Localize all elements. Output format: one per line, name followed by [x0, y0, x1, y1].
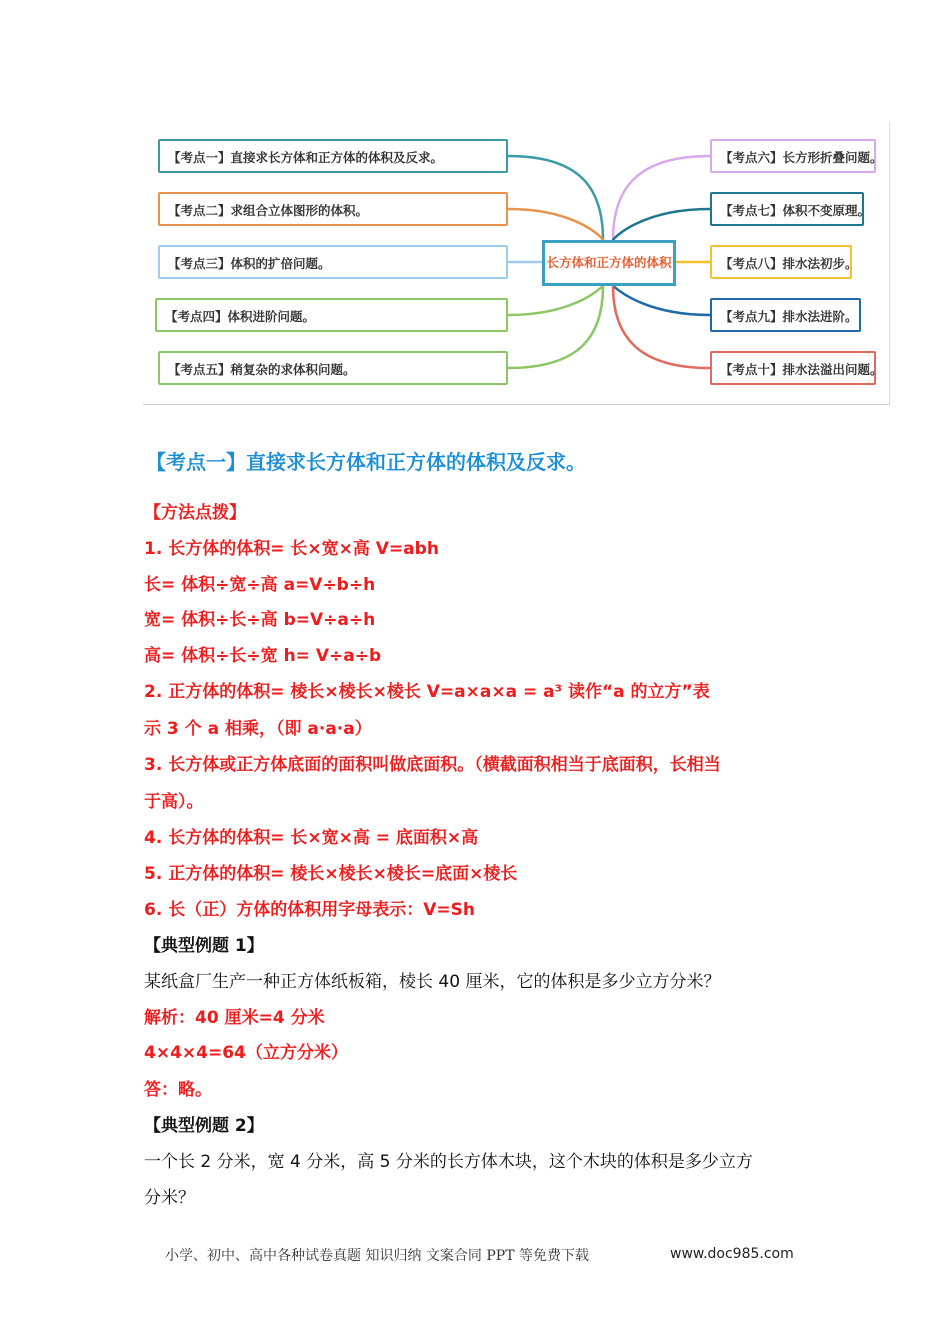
text-line: 4. 长方体的体积= 长×宽×高 = 底面积×高: [144, 828, 479, 848]
text-line: 解析：40 厘米=4 分米: [144, 1008, 325, 1028]
text-line: 长= 体积÷宽÷高 a=V÷b÷h: [144, 575, 376, 595]
text-line: 一个长 2 分米，宽 4 分米，高 5 分米的长方体木块，这个木块的体积是多少立方: [144, 1152, 753, 1172]
mind-map-node-right: 【考点七】体积不变原理。: [710, 192, 864, 226]
mind-map-node-left: 【考点二】求组合立体图形的体积。: [158, 192, 508, 226]
text-line: 分米？: [144, 1188, 195, 1208]
mind-map-node-left: 【考点五】稍复杂的求体积问题。: [158, 351, 508, 385]
connector: [613, 209, 710, 240]
mind-map-node-right: 【考点六】长方形折叠问题。: [710, 139, 876, 173]
text-line: 【典型例题 1】: [144, 936, 264, 956]
connector: [508, 286, 603, 368]
text-line: 1. 长方体的体积= 长×宽×高 V=abh: [144, 539, 439, 559]
connector: [613, 286, 710, 315]
footer-url[interactable]: www.doc985.com: [670, 1246, 794, 1262]
text-line: 于高）。: [144, 792, 204, 812]
mind-map-node-left: 【考点一】直接求长方体和正方体的体积及反求。: [158, 139, 508, 173]
text-line: 高= 体积÷长÷宽 h= V÷a÷b: [144, 646, 382, 666]
mind-map-node-right: 【考点九】排水法进阶。: [710, 298, 861, 332]
text-line: 宽= 体积÷长÷高 b=V÷a÷h: [144, 610, 376, 630]
mind-map: [143, 122, 890, 405]
mind-map-node-left: 【考点三】体积的扩倍问题。: [158, 245, 508, 279]
text-line: 4×4×4=64（立方分米）: [144, 1043, 348, 1063]
section-title: 【考点一】直接求长方体和正方体的体积及反求。: [146, 450, 586, 474]
connector: [613, 286, 710, 368]
mind-map-node-right: 【考点八】排水法初步。: [710, 245, 852, 279]
text-line: 3. 长方体或正方体底面的面积叫做底面积。（横截面积相当于底面积，长相当: [144, 755, 721, 775]
mind-map-center: 长方体和正方体的体积: [542, 240, 676, 286]
mind-map-node-left: 【考点四】体积进阶问题。: [155, 298, 508, 332]
text-line: 答：略。: [144, 1080, 212, 1100]
text-line: 【典型例题 2】: [144, 1116, 264, 1136]
text-line: 2. 正方体的体积= 棱长×棱长×棱长 V=a×a×a = a³ 读作“a 的立方”表: [144, 682, 710, 702]
text-line: 5. 正方体的体积= 棱长×棱长×棱长=底面×棱长: [144, 864, 518, 884]
text-line: 某纸盒厂生产一种正方体纸板箱，棱长 40 厘米，它的体积是多少立方分米？: [144, 972, 721, 992]
text-line: 【方法点拨】: [144, 503, 246, 523]
mind-map-node-right: 【考点十】排水法溢出问题。: [710, 351, 876, 385]
text-line: 6. 长（正）方体的体积用字母表示：V=Sh: [144, 900, 475, 920]
connector: [508, 286, 603, 315]
footer-text: 小学、初中、高中各种试卷真题 知识归纳 文案合同 PPT 等免费下载: [165, 1248, 589, 1264]
text-line: 示 3 个 a 相乘，（即 a·a·a）: [144, 719, 372, 739]
connector: [508, 209, 603, 240]
